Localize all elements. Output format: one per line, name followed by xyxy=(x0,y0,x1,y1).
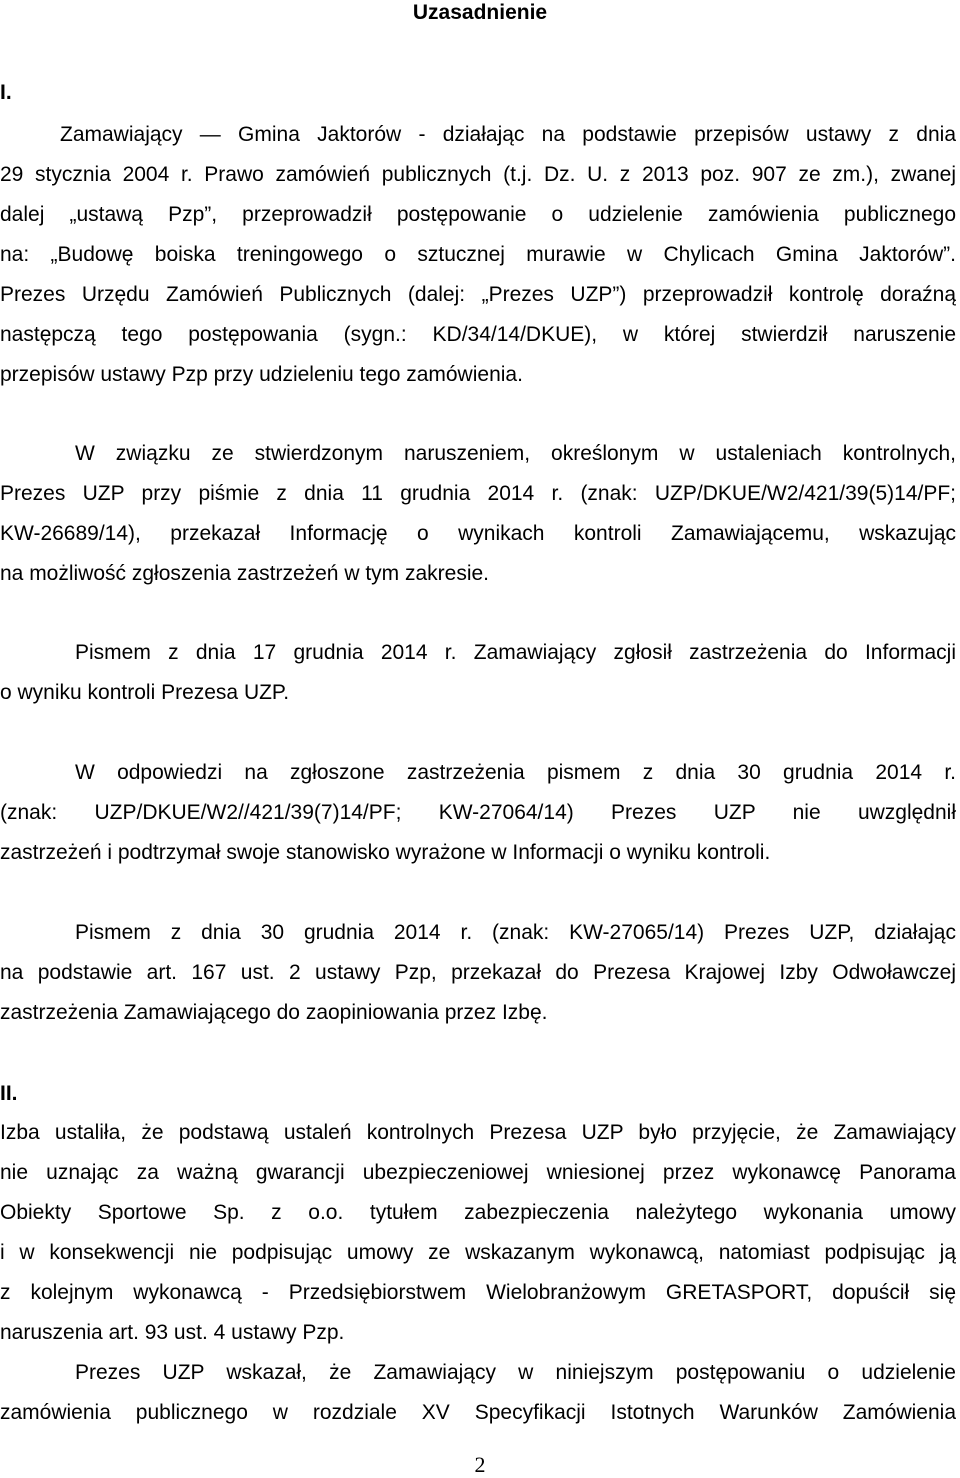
paragraph-line: o wyniku kontroli Prezesa UZP. xyxy=(0,681,290,704)
paragraph-line: i w konsekwencji nie podpisując umowy ze wskazanym wykonawcą, natomiast podpisując ją xyxy=(0,1241,956,1264)
section-heading-1: I. xyxy=(0,81,12,104)
paragraph-4 xyxy=(0,753,956,873)
paragraph-line: (znak: UZP/DKUE/W2//421/39(7)14/PF; KW-27064/14) Prezes UZP nie uwzględnił xyxy=(0,801,956,824)
paragraph-2 xyxy=(0,434,956,594)
paragraph-line: Pismem z dnia 17 grudnia 2014 r. Zamawiający zgłosił zastrzeżenia do Informacji xyxy=(75,641,956,664)
paragraph-line: następczą tego postępowania (sygn.: KD/34/14/DKUE), w której stwierdził naruszenie xyxy=(0,323,956,346)
paragraph-line: naruszenia art. 93 ust. 4 ustawy Pzp. xyxy=(0,1321,345,1344)
paragraph-line: dalej „ustawą Pzp”, przeprowadził postępowanie o udzielenie zamówienia publicznego xyxy=(0,203,956,226)
paragraph-line: przepisów ustawy Pzp przy udzieleniu tego zamówienia. xyxy=(0,363,523,386)
paragraph-line: Izba ustaliła, że podstawą ustaleń kontrolnych Prezesa UZP było przyjęcie, że Zamawiający xyxy=(0,1121,956,1144)
paragraph-line: na możliwość zgłoszenia zastrzeżeń w tym zakresie. xyxy=(0,562,490,585)
paragraph-line: Prezes UZP wskazał, że Zamawiający w niniejszym postępowaniu o udzielenie xyxy=(75,1361,956,1384)
paragraph-line: Zamawiający — Gmina Jaktorów - działając na podstawie przepisów ustawy z dnia xyxy=(60,123,956,146)
paragraph-line: na: „Budowę boiska treningowego o sztucznej murawie w Chylicach Gmina Jaktorów”. xyxy=(0,243,956,266)
paragraph-line: zamówienia publicznego w rozdziale XV Specyfikacji Istotnych Warunków Zamówienia xyxy=(0,1401,956,1424)
paragraph-line: zastrzeżenia Zamawiającego do zaopiniowania przez Izbę. xyxy=(0,1001,548,1024)
document-title: Uzasadnienie xyxy=(412,1,548,24)
paragraph-line: na podstawie art. 167 ust. 2 ustawy Pzp, przekazał do Prezesa Krajowej Izby Odwoławczej xyxy=(0,961,956,984)
paragraph-line: KW-26689/14), przekazał Informację o wynikach kontroli Zamawiającemu, wskazując xyxy=(0,522,956,545)
paragraph-line: Obiekty Sportowe Sp. z o.o. tytułem zabezpieczenia należytego wykonania umowy xyxy=(0,1201,956,1224)
paragraph-1 xyxy=(0,115,956,395)
paragraph-3 xyxy=(0,633,956,713)
paragraph-line: W związku ze stwierdzonym naruszeniem, określonym w ustaleniach kontrolnych, xyxy=(75,442,956,465)
paragraph-line: z kolejnym wykonawcą - Przedsiębiorstwem Wielobranżowym GRETASPORT, dopuścił się xyxy=(0,1281,956,1304)
paragraph-5 xyxy=(0,913,956,1033)
paragraph-line: 29 stycznia 2004 r. Prawo zamówień publicznych (t.j. Dz. U. z 2013 poz. 907 ze zm.), zwanej xyxy=(0,163,956,186)
paragraph-line: zastrzeżeń i podtrzymał swoje stanowisko wyrażone w Informacji o wyniku kontroli. xyxy=(0,841,771,864)
paragraph-line: nie uznając za ważną gwarancji ubezpieczeniowej wniesionej przez wykonawcę Panorama xyxy=(0,1161,956,1184)
paragraph-6 xyxy=(0,1113,956,1353)
paragraph-line: Prezes Urzędu Zamówień Publicznych (dalej: „Prezes UZP”) przeprowadził kontrolę doraźną xyxy=(0,283,956,306)
paragraph-7 xyxy=(0,1353,956,1433)
paragraph-line: Pismem z dnia 30 grudnia 2014 r. (znak: KW-27065/14) Prezes UZP, działając xyxy=(75,921,956,944)
paragraph-line: W odpowiedzi na zgłoszone zastrzeżenia pismem z dnia 30 grudnia 2014 r. xyxy=(75,761,956,784)
section-heading-2: II. xyxy=(0,1082,18,1105)
paragraph-line: Prezes UZP przy piśmie z dnia 11 grudnia 2014 r. (znak: UZP/DKUE/W2/421/39(5)14/PF; xyxy=(0,482,956,505)
page-number: 2 xyxy=(474,1452,486,1477)
